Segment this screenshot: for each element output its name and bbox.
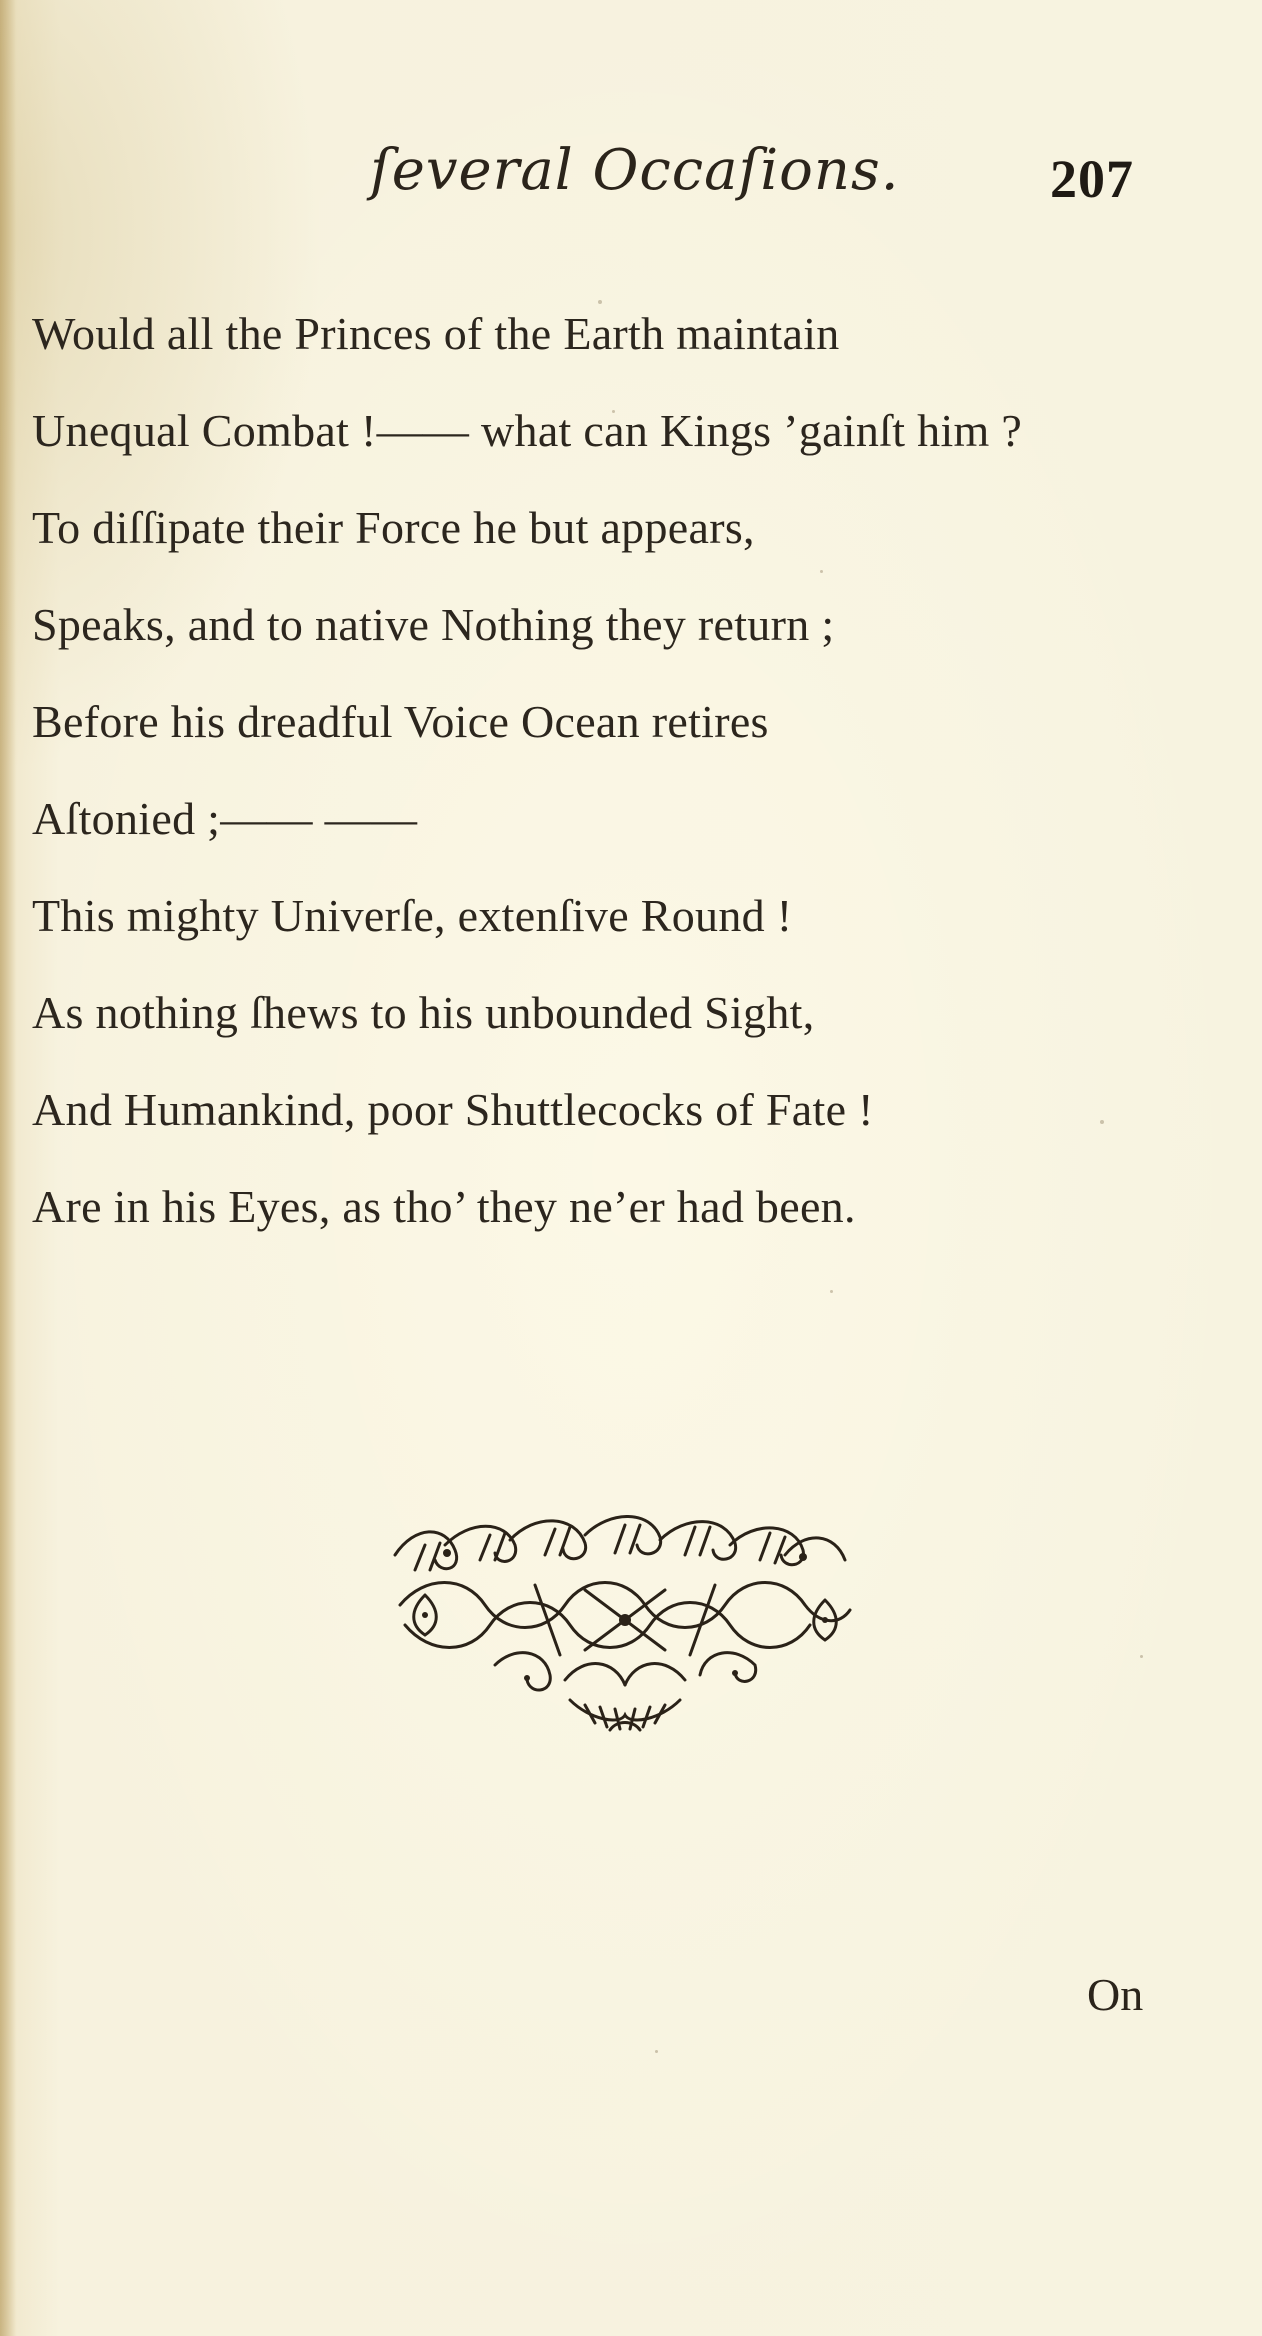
verse-line: Aſtonied ;—— —— <box>32 793 418 844</box>
paper-speck <box>655 2050 658 2053</box>
paper-speck <box>612 410 615 413</box>
paper-speck <box>1100 1120 1104 1124</box>
running-title: ſeveral Occaſions. <box>370 138 900 203</box>
paper-speck <box>830 1290 833 1293</box>
page-number: 207 <box>1050 149 1134 209</box>
verse-line: And Humankind, poor Shuttlecocks of Fate ! <box>32 1084 874 1135</box>
verse-line: Are in his Eyes, as tho’ they ne’er had been. <box>32 1181 856 1232</box>
page-edge-shadow <box>0 0 16 2336</box>
verse-line: Would all the Princes of the Earth maintain <box>32 308 840 359</box>
paper-speck <box>1140 1655 1143 1658</box>
paper-speck <box>820 570 823 573</box>
floral-tailpiece-ornament-icon <box>385 1515 865 1735</box>
verse-line: Before his dreadful Voice Ocean retires <box>32 696 769 747</box>
verse-line: Unequal Combat !—— what can Kings ’gainſt him ? <box>32 405 1023 456</box>
verse-line: To diſſipate their Force he but appears, <box>32 502 755 553</box>
catchword: On <box>1087 1969 1144 2020</box>
paper-speck <box>598 300 602 304</box>
verse-line: This mighty Univerſe, extenſive Round ! <box>32 890 793 941</box>
verse-line: Speaks, and to native Nothing they return ; <box>32 599 835 650</box>
verse-block <box>32 285 1232 1255</box>
verse-line: As nothing ſhews to his unbounded Sight, <box>32 987 815 1038</box>
